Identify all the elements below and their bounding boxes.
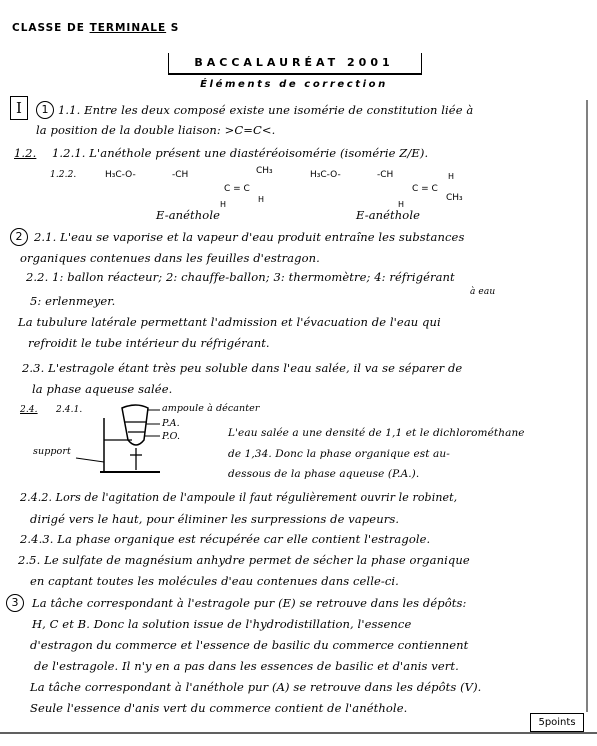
q2-line-2: organiques contenues dans les feuilles d'estragon. bbox=[20, 251, 320, 265]
part-number-box: I bbox=[10, 96, 28, 120]
q2-line-4: 5: erlenmeyer. bbox=[30, 294, 116, 308]
q2-line-8: la phase aqueuse salée. bbox=[32, 382, 173, 396]
question-3-number: 3 bbox=[6, 594, 24, 612]
q2-line-12: dessous de la phase aqueuse (P.A.). bbox=[228, 468, 420, 480]
class-level: TERMINALE bbox=[89, 22, 167, 34]
formula-2-h-bottom: H bbox=[398, 200, 405, 209]
q3-line-4: de l'estragole. Il n'y en a pas dans les essences de basilic et d'anis vert. bbox=[34, 659, 459, 673]
formula-2-ch: -CH bbox=[377, 170, 394, 180]
formula-1-ch3: CH₃ bbox=[256, 166, 273, 176]
formula-2-h-top: H bbox=[448, 172, 455, 181]
q3-line-2: H, C et B. Donc la solution issue de l'hydrodistillation, l'essence bbox=[32, 617, 412, 631]
q2-line-10: L'eau salée a une densité de 1,1 et le dichlorométhane bbox=[228, 427, 525, 439]
q2-line-13: 2.4.2. Lors de l'agitation de l'ampoule il faut régulièrement ouvrir le robinet, bbox=[20, 491, 458, 504]
q1-label-1-2-2: 1.2.2. bbox=[50, 170, 77, 180]
formula-1-double-bond: C = C bbox=[224, 184, 250, 194]
page-subtitle: Éléments de correction bbox=[200, 79, 388, 90]
q2-line-7: 2.3. L'estragole étant très peu soluble dans l'eau salée, il va se séparer de bbox=[22, 361, 463, 375]
figure-label-po: P.O. bbox=[162, 431, 181, 442]
q2-label-2-4-1: 2.4.1. bbox=[56, 405, 83, 415]
q3-line-6: Seule l'essence d'anis vert du commerce contient de l'anéthole. bbox=[30, 701, 408, 715]
q2-line-17: en captant toutes les molécules d'eau contenues dans celle-ci. bbox=[30, 574, 399, 588]
q2-label-2-4: 2.4. bbox=[20, 405, 38, 415]
q2-line-11: de 1,34. Donc la phase organique est au- bbox=[228, 448, 450, 460]
q2-line-3: 2.2. 1: ballon réacteur; 2: chauffe-ballon; 3: thermomètre; 4: réfrigérant bbox=[26, 270, 455, 284]
q2-line-16: 2.5. Le sulfate de magnésium anhydre permet de sécher la phase organique bbox=[18, 553, 470, 567]
formula-1-methoxy: H₃C-O- bbox=[105, 170, 136, 180]
formula-1-ch: -CH bbox=[172, 170, 189, 180]
q1-label-1-2: 1.2. bbox=[14, 146, 37, 160]
q2-line-6: refroidit le tube intérieur du réfrigérant. bbox=[28, 336, 270, 350]
q3-line-1: La tâche correspondant à l'estragole pur (E) se retrouve dans les dépôts: bbox=[32, 596, 467, 610]
formula-1-h2: H bbox=[258, 195, 265, 204]
formula-2-ch3: CH₃ bbox=[446, 193, 463, 203]
class-suffix: S bbox=[166, 22, 180, 34]
page-title: BACCALAURÉAT 2001 bbox=[194, 56, 394, 69]
q3-line-3: d'estragon du commerce et l'essence de basilic du commerce contiennent bbox=[30, 638, 469, 652]
points-box: 5points bbox=[530, 713, 584, 732]
formula-2-double-bond: C = C bbox=[412, 184, 438, 194]
q2-line-15: 2.4.3. La phase organique est récupérée car elle contient l'estragole. bbox=[20, 532, 431, 546]
question-1-number: 1 bbox=[36, 101, 54, 119]
figure-label-ampoule: ampoule à décanter bbox=[162, 403, 260, 414]
q2-line-1: 2.1. L'eau se vaporise et la vapeur d'eau produit entraîne les substances bbox=[34, 230, 465, 244]
formula-2-label: E-anéthole bbox=[356, 208, 420, 222]
figure-label-pa: P.A. bbox=[162, 418, 180, 429]
question-2-number: 2 bbox=[10, 228, 28, 246]
formula-1-h1: H bbox=[220, 200, 227, 209]
q1-line-2: la position de la double liaison: >C=C<. bbox=[36, 123, 276, 137]
q2-line-14: dirigé vers le haut, pour éliminer les surpressions de vapeurs. bbox=[30, 512, 400, 526]
formula-2-methoxy: H₃C-O- bbox=[310, 170, 341, 180]
class-prefix: CLASSE DE bbox=[12, 22, 90, 34]
q1-line-1: 1.1. Entre les deux composé existe une isomérie de constitution liée à bbox=[58, 103, 474, 117]
q1-line-3: 1.2.1. L'anéthole présent une diastéréoisomérie (isomérie Z/E). bbox=[52, 146, 429, 160]
q2-line-5: La tubulure latérale permettant l'admission et l'évacuation de l'eau qui bbox=[18, 315, 441, 329]
q2-line-3b: à eau bbox=[470, 287, 496, 297]
formula-1-label: E-anéthole bbox=[156, 208, 220, 222]
figure-label-support: support bbox=[33, 446, 71, 457]
q3-line-5: La tâche correspondant à l'anéthole pur (A) se retrouve dans les dépôts (V). bbox=[30, 680, 482, 694]
